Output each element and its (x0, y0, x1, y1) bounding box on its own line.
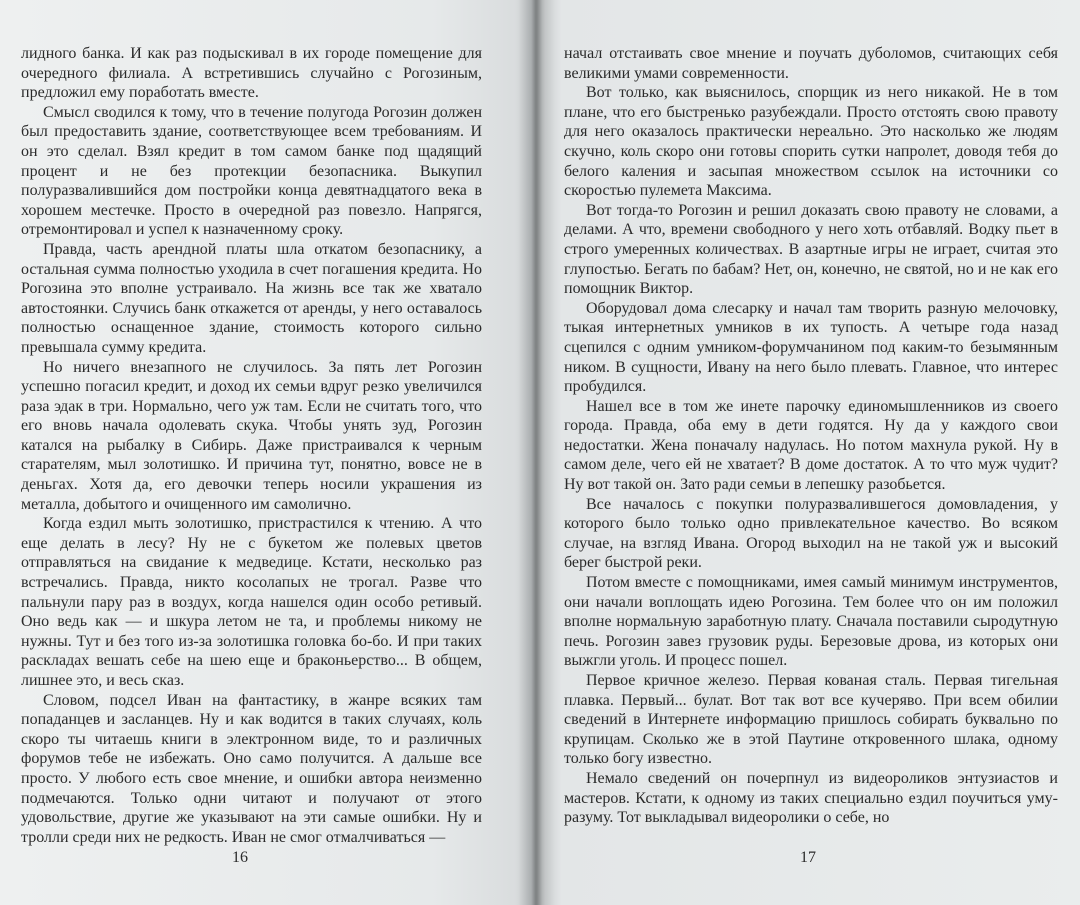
left-paragraph-4: Но ничего внезапного не случилось. За пять лет Рогозин успешно погасил кредит, и доход их семьи вдруг резко увеличился раза эдак в три. Нормально, чего уж там. Если не считать того, что его вновь начала одолевать скука. Чтобы унять зуд, Рогозин катался на рыбалку в Сибирь. Даже пристраивался к черным старателям, мыл золотишко. И причина тут, понятно, вовсе не в деньгах. Хотя да, его девочки теперь носили украшения из металла, добытого и очищенного им самолично. (21, 358, 482, 513)
right-paragraph-2: Вот только, как выяснилось, спорщик из него никакой. Не в том плане, что его быстренько разубеждали. Просто отстоять свою правоту для него оказалось практически нереально. Это насколько же людям скучно, коль скоро они готовы спорить сутки напролет, доводя тебя до белого каления и засыпая множеством ссылок на источники со скоростью пулемета Максима. (564, 84, 1058, 200)
right-page-number: 17 (800, 849, 816, 866)
right-paragraph-5: Нашел все в том же инете парочку единомышленников из своего города. Правда, оба ему в дети годятся. Ну да у каждого свои недостатки. Жена поначалу надулась. Но потом махнула рукой. Ну в самом деле, чего ей не хватает? В доме достаток. А то что муж чудит? Ну вот такой он. Зато ради семьи в лепешку разобьется. (564, 397, 1058, 494)
left-paragraph-1: лидного банка. И как раз подыскивал в их городе помещение для очередного филиала. А встретившись случайно с Рогозиным, предложил ему поработать вместе. (21, 45, 482, 102)
right-paragraph-7: Потом вместе с помощниками, имея самый минимум инструментов, они начали воплощать идею Рогозина. Тем более что он им положил вполне нормальную заработную плату. Сначала поставили сыродутную печь. Рогозин завез грузовик руды. Березовые дрова, из которых они выжгли уголь. И процесс пошел. (564, 574, 1058, 670)
right-paragraph-6: Все началось с покупки полуразвалившегося домовладения, у которого было только одно привлекательное качество. Во всяком случае, на взгляд Ивана. Огород выходил на не такой уж и высокий берег быстрой реки. (564, 495, 1058, 572)
left-page (0, 0, 520, 905)
right-paragraph-3: Вот тогда-то Рогозин и решил доказать свою правоту не словами, а делами. А что, времени свободного у него хоть отбавляй. Водку пьет в строго умеренных количествах. В азартные игры не играет, считая это глупостью. Бегать по бабам? Нет, он, конечно, не святой, но и не как его помощник Виктор. (564, 201, 1058, 298)
right-paragraph-1: начал отстаивать свое мнение и поучать дуболомов, считающих себя великими умами современности. (564, 45, 1058, 82)
right-paragraph-4: Оборудовал дома слесарку и начал там творить разную мелочовку, тыкая интернетных умников в их тупость. А четыре года назад сцепился с одним умником-форумчанином под каким-то безымянным ником. В сущности, Ивану на него было плевать. Главное, что интерес пробудился. (564, 299, 1058, 396)
left-paragraph-6: Словом, подсел Иван на фантастику, в жанре всяких там попаданцев и засланцев. Ну и как водится в таких случаях, коль скоро ты читаешь книги в электронном виде, то и различных форумов тебе не избежать. Оно само получится. А дальше все просто. У любого есть свое мнение, и ошибки автора неизменно подмечаются. Только одни читают и получают от этого удовольствие, другие же указывают на эти самые ошибки. Ну и тролли среди них не редкость. Иван не смог отмалчиваться — (21, 691, 482, 846)
left-paragraph-3: Правда, часть арендной платы шла откатом безопаснику, а остальная сумма полностью уходила в счет погашения кредита. Но Рогозина это вполне устраивало. На жизнь все так же хватало автостоянки. Случись банк откажется от аренды, у него оставалось полностью оснащенное здание, стоимость которого сильно превышала сумму кредита. (21, 240, 482, 356)
left-paragraph-2: Смысл сводился к тому, что в течение полугода Рогозин должен был предоставить здание, соответствующее всем требованиям. И он это сделал. Взял кредит в том самом банке под щадящий процент и не без протекции безопасника. Выкупил полуразвалившийся дом постройки конца девятнадцатого века в хорошем местечке. Просто в очередной раз повезло. Напрягся, отремонтировал и успел к назначенному сроку. (21, 103, 482, 239)
right-page (548, 0, 1080, 905)
left-paragraph-5: Когда ездил мыть золотишко, пристрастился к чтению. А что еще делать в лесу? Ну не с букетом же полевых цветов отправляться на свидание к медведице. Кстати, несколько раз встречались. Правда, никто косолапых не трогал. Разве что пальнули пару раз в воздух, когда нашелся один особо ретивый. Оно ведь как — и шкура летом не та, и проблемы никому не нужны. Тут и без того из-за золотишка головка бо-бо. И при таких раскладах вешать себе на шею еще и браконьерство... В общем, лишнее это, и весь сказ. (21, 515, 482, 689)
right-paragraph-8: Первое кричное железо. Первая кованая сталь. Первая тигельная плавка. Первый... булат. Вот так вот все кучеряво. При всем обилии сведений в Интернете информацию пришлось собирать буквально по крупицам. Сколько же в этой Паутине откровенного шлака, одному только богу известно. (564, 672, 1058, 768)
left-page-number: 16 (232, 849, 248, 866)
right-paragraph-9: Немало сведений он почерпнул из видеороликов энтузиастов и мастеров. Кстати, к одному из таких специально ездил поучиться уму-разуму. Тот выкладывал видеоролики о себе, но (564, 769, 1058, 827)
